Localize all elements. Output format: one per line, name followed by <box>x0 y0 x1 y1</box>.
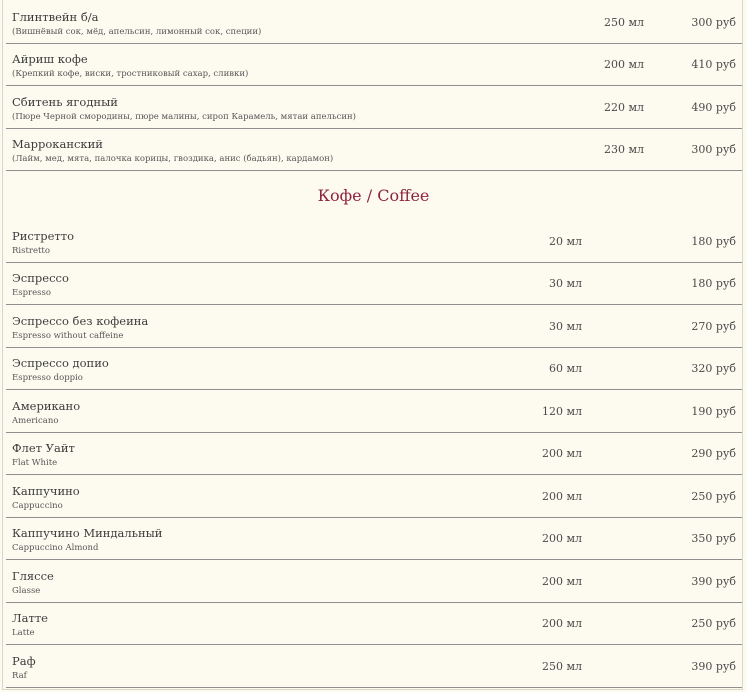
item-description: Glasse <box>12 586 41 596</box>
item-name: Айриш кофе <box>12 52 88 66</box>
item-description: Americano <box>12 416 59 426</box>
item-name: Каппучино <box>12 484 80 498</box>
item-price: 490 руб <box>691 101 736 114</box>
item-name: Флет Уайт <box>12 441 75 455</box>
menu-item-row <box>6 221 742 263</box>
item-volume: 200 мл <box>541 447 582 460</box>
item-price: 180 руб <box>691 235 736 248</box>
item-description: Cappuccino <box>12 501 63 511</box>
item-name: Ристретто <box>12 229 75 243</box>
menu-item-row <box>6 476 742 518</box>
item-description: Espresso doppio <box>12 373 83 383</box>
item-name: Эспрессо <box>12 271 69 285</box>
item-name: Глинтвейн б/а <box>12 10 99 24</box>
item-volume: 250 мл <box>603 16 644 29</box>
item-description: (Крепкий кофе, виски, тростниковый сахар, сливки) <box>12 69 249 79</box>
item-name: Гляссе <box>12 569 54 583</box>
item-description: Latte <box>12 628 35 638</box>
item-name: Марроканский <box>12 137 103 151</box>
menu-item-row <box>6 391 742 433</box>
menu-item-row <box>6 44 742 86</box>
item-description: (Вишнёвый сок, мёд, апельсин, лимонный сок, специи) <box>12 27 262 37</box>
menu-item-row <box>6 603 742 645</box>
item-price: 270 руб <box>691 320 736 333</box>
item-name: Эспрессо без кофеина <box>12 314 149 328</box>
menu-item-row <box>6 2 742 44</box>
item-price: 190 руб <box>691 405 736 418</box>
item-description: Ristretto <box>12 246 50 256</box>
menu-item-row <box>6 646 742 688</box>
item-volume: 200 мл <box>603 58 644 71</box>
item-price: 300 руб <box>691 143 736 156</box>
item-description: Flat White <box>12 458 58 468</box>
item-price: 180 руб <box>691 277 736 290</box>
section-title-coffee: Кофе / Coffee <box>317 186 430 205</box>
item-volume: 200 мл <box>541 532 582 545</box>
menu-item-row <box>6 561 742 603</box>
item-volume: 30 мл <box>548 277 582 290</box>
menu-item-row <box>6 433 742 475</box>
item-volume: 60 мл <box>548 362 582 375</box>
menu-item-row <box>6 518 742 560</box>
item-volume: 250 мл <box>541 660 582 673</box>
item-volume: 30 мл <box>548 320 582 333</box>
item-name: Латте <box>12 611 48 625</box>
item-price: 290 руб <box>691 447 736 460</box>
item-price: 390 руб <box>691 660 736 673</box>
item-name: Американо <box>12 399 81 413</box>
item-price: 350 руб <box>691 532 736 545</box>
item-price: 250 руб <box>691 490 736 503</box>
item-description: Raf <box>12 671 27 681</box>
item-name: Раф <box>12 654 36 668</box>
item-description: (Лайм, мед, мята, палочка корицы, гвоздика, анис (бадьян), кардамон) <box>12 154 334 164</box>
item-description: (Пюре Черной смородины, пюре малины, сироп Карамель, мятаи апельсин) <box>12 112 356 122</box>
item-volume: 20 мл <box>548 235 582 248</box>
item-volume: 120 мл <box>541 405 582 418</box>
item-price: 390 руб <box>691 575 736 588</box>
item-description: Espresso <box>12 288 51 298</box>
item-name: Эспрессо допио <box>12 356 109 370</box>
item-volume: 230 мл <box>603 143 644 156</box>
menu-item-row <box>6 87 742 129</box>
menu-item-row <box>6 129 742 171</box>
item-description: Espresso without caffeine <box>12 331 124 341</box>
item-name: Каппучино Миндальный <box>12 526 163 540</box>
item-volume: 200 мл <box>541 575 582 588</box>
item-description: Cappuccino Almond <box>12 543 99 553</box>
item-price: 410 руб <box>691 58 736 71</box>
menu-item-row <box>6 263 742 305</box>
item-price: 320 руб <box>691 362 736 375</box>
item-volume: 220 мл <box>603 101 644 114</box>
menu-item-row <box>6 306 742 348</box>
item-volume: 200 мл <box>541 617 582 630</box>
menu-item-row <box>6 348 742 390</box>
item-price: 300 руб <box>691 16 736 29</box>
item-volume: 200 мл <box>541 490 582 503</box>
item-price: 250 руб <box>691 617 736 630</box>
item-name: Сбитень ягодный <box>12 95 118 109</box>
